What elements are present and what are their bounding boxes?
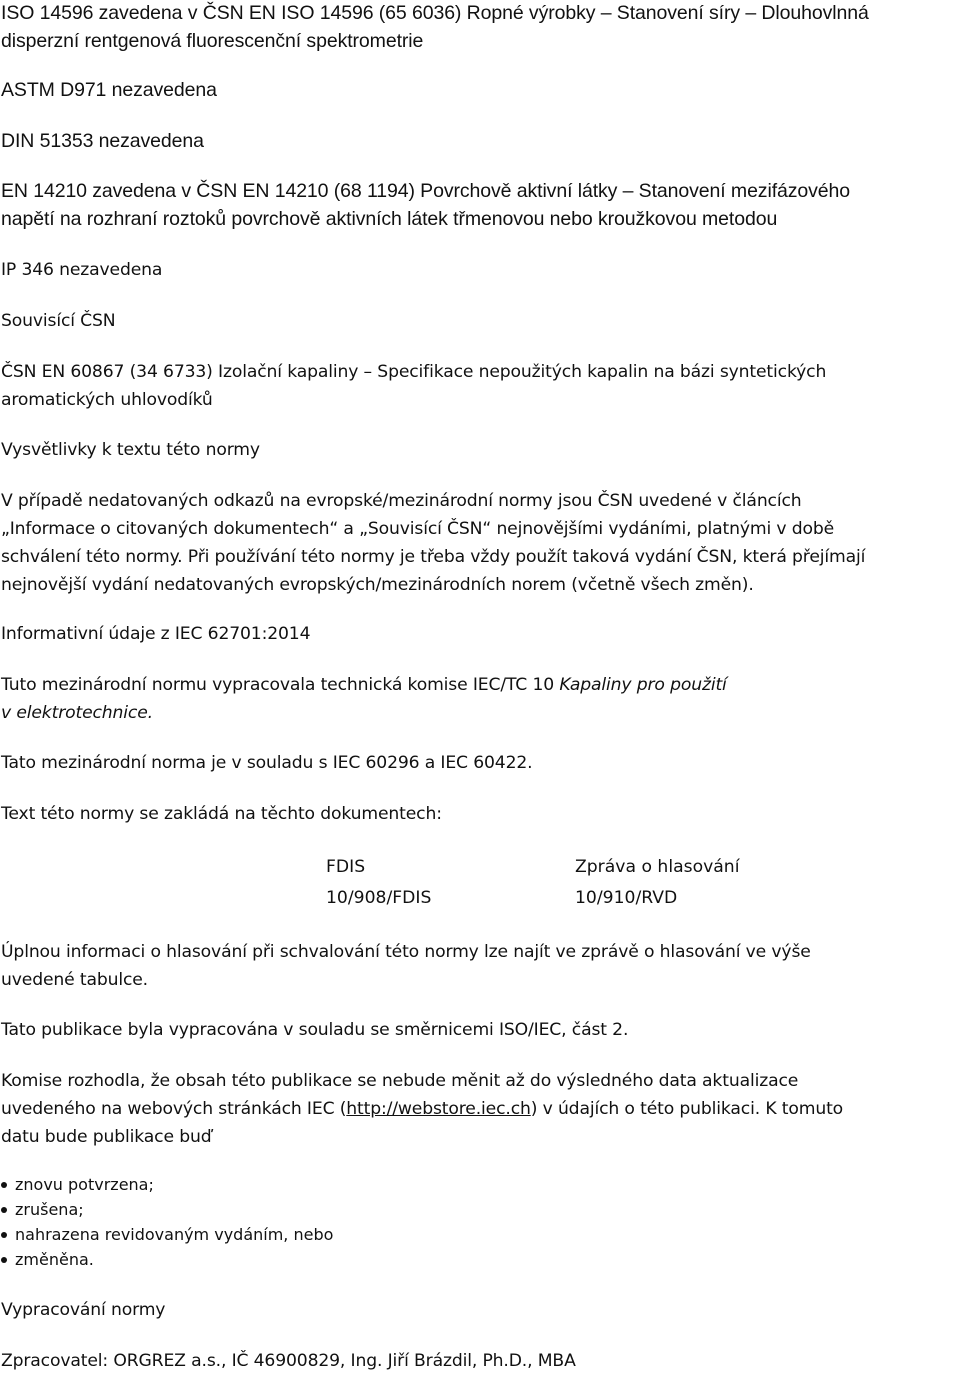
line: uvedené tabulce. <box>1 970 148 990</box>
table-header-zprava: Zpráva o hlasování <box>575 857 740 877</box>
table-header-fdis: FDIS <box>326 857 366 877</box>
line: EN 14210 zavedena v ČSN EN 14210 (68 1194) Povrchově aktivní látky – Stanovení mezifázového <box>1 180 851 202</box>
line: uvedeného na webových stránkách IEC ( <box>1 1099 347 1119</box>
line: ČSN EN 60867 (34 6733) Izolační kapaliny – Specifikace nepoužitých kapalin na bázi syntetických <box>1 362 827 382</box>
paragraph-zpracovatel: Zpracovatel: ORGREZ a.s., IČ 46900829, Ing. Jiří Brázdil, Ph.D., MBA <box>1 1351 576 1371</box>
bullet-icon <box>1 1182 7 1188</box>
paragraph-komise <box>1 1067 843 1151</box>
line: V případě nedatovaných odkazů na evropské/mezinárodní normy jsou ČSN uvedené v článcích <box>1 491 802 511</box>
table-cell-fdis: 10/908/FDIS <box>326 888 432 908</box>
line: Úplnou informaci o hlasování při schvalování této normy lze najít ve zprávě o hlasování ve výše <box>1 942 811 962</box>
committee-name: Kapaliny pro použití <box>559 675 727 695</box>
list-item-text: nahrazena revidovaným vydáním, nebo <box>15 1225 334 1244</box>
line: disperzní rentgenová fluorescenční spektrometrie <box>1 30 424 52</box>
paragraph-iso14596 <box>1 0 869 55</box>
committee-name-cont: v elektrotechnice. <box>1 703 153 723</box>
table-cell-rvd: 10/910/RVD <box>575 888 678 908</box>
webstore-link[interactable]: http://webstore.iec.ch <box>346 1099 531 1119</box>
paragraph-astm: ASTM D971 nezavedena <box>1 79 217 101</box>
bullet-icon <box>1 1232 7 1238</box>
line: napětí na rozhraní roztoků povrchově aktivních látek třmenovou nebo kroužkovou metodou <box>1 208 778 230</box>
heading-vypracovani: Vypracování normy <box>1 1300 166 1320</box>
list-item-text: znovu potvrzena; <box>15 1175 154 1194</box>
line: Komise rozhodla, že obsah této publikace se nebude měnit až do výsledného data aktualizace <box>1 1071 799 1091</box>
list-item-text: zrušena; <box>15 1200 84 1219</box>
line: schválení této normy. Při používání této normy je třeba vždy použít taková vydání ČSN, která přejímají <box>1 547 866 567</box>
list-item <box>0 1247 333 1272</box>
paragraph-uplnou <box>1 938 811 994</box>
heading-souvisici: Souvisící ČSN <box>1 311 116 331</box>
paragraph-csn-en-60867 <box>1 358 826 414</box>
heading-vysvetlivky: Vysvětlivky k textu této normy <box>1 440 260 460</box>
heading-informativni: Informativní údaje z IEC 62701:2014 <box>1 624 311 644</box>
paragraph-ip346: IP 346 nezavedena <box>1 260 163 280</box>
line: ISO 14596 zavedena v ČSN EN ISO 14596 (65 6036) Ropné výrobky – Stanovení síry – Dlouhovlnná <box>1 2 869 24</box>
paragraph-vysvetlivky <box>1 487 865 599</box>
bullet-icon <box>1 1257 7 1263</box>
list-item <box>0 1172 333 1197</box>
paragraph-publikace: Tato publikace byla vypracována v souladu se směrnicemi ISO/IEC, část 2. <box>1 1020 629 1040</box>
paragraph-din: DIN 51353 nezavedena <box>1 130 204 152</box>
paragraph-zaklad: Text této normy se zakládá na těchto dokumentech: <box>1 804 442 824</box>
line: „Informace o citovaných dokumentech“ a „Souvisící ČSN“ nejnovějšími vydáními, platnými v době <box>1 519 835 539</box>
list-item <box>0 1197 333 1222</box>
bullet-icon <box>1 1207 7 1213</box>
list-item-text: změněna. <box>15 1250 94 1269</box>
line: nejnovější vydání nedatovaných evropských/mezinárodních norem (včetně všech změn). <box>1 575 754 595</box>
line: Tuto mezinárodní normu vypracovala technická komise IEC/TC 10 <box>1 675 560 695</box>
list-item <box>0 1222 333 1247</box>
paragraph-soulad: Tato mezinárodní norma je v souladu s IEC 60296 a IEC 60422. <box>1 753 533 773</box>
line: datu bude publikace buď <box>1 1127 212 1147</box>
line: ) v údajích o této publikaci. K tomuto <box>530 1099 844 1119</box>
paragraph-en14210 <box>1 177 850 233</box>
line: aromatických uhlovodíků <box>1 390 213 410</box>
options-list <box>0 1172 333 1272</box>
paragraph-tc10 <box>1 671 727 727</box>
